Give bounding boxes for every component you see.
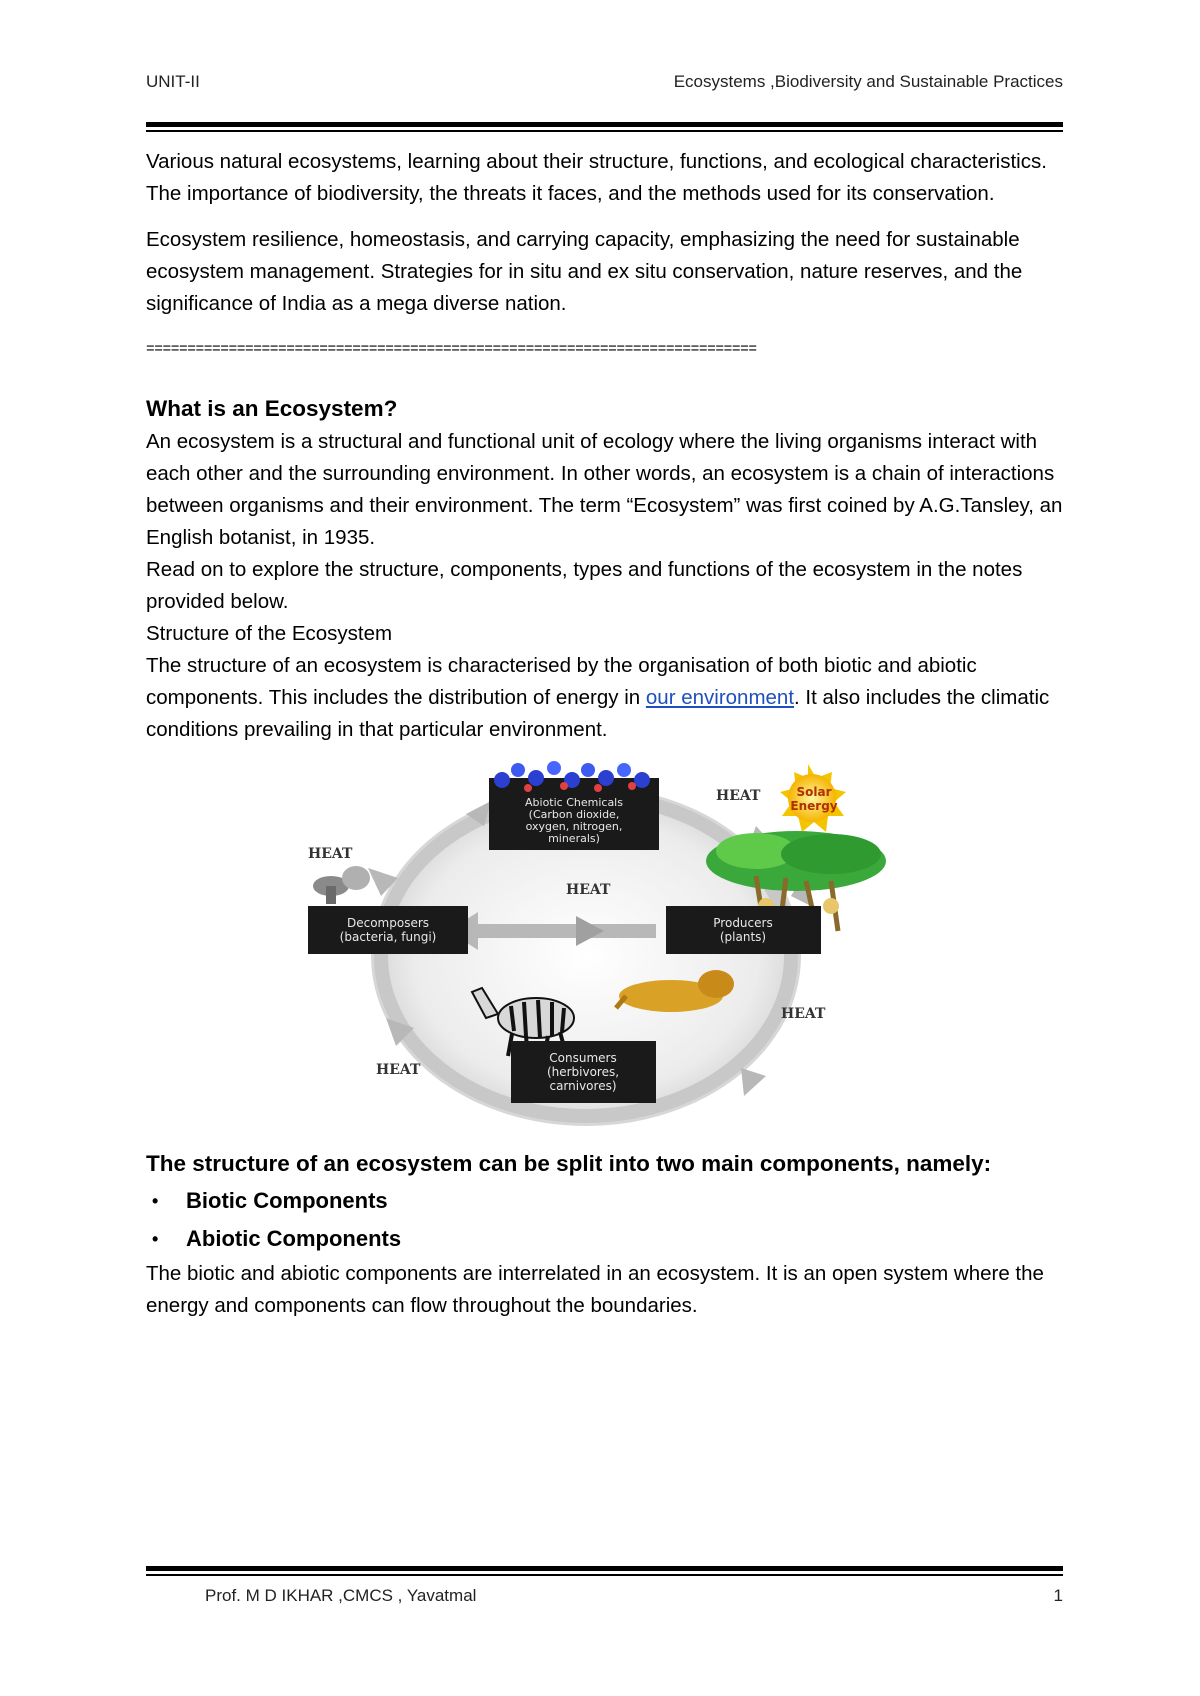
list-item-biotic: • Biotic Components — [186, 1182, 1066, 1220]
middle-arrow-shaft — [466, 924, 656, 938]
section-paragraph-1: An ecosystem is a structural and functional unit of ecology where the living organisms interact with each other and the surrounding environment. In other words, an ecosystem is a chain of interactions between organisms and their environment. The term “Ecosystem” was first coined by A.G.Tansley, an English botanist, in 1935. — [146, 430, 1063, 549]
intro-paragraph-1: Various natural ecosystems, learning about their structure, functions, and ecological characteristics. The importance of biodiversity, the threats it faces, and the methods used for its conservation. — [146, 150, 1047, 205]
ecosystem-cycle-svg — [286, 756, 906, 1134]
decomposers-label-1: Decomposers — [346, 916, 430, 930]
consumers-label-2: (herbivores, — [546, 1065, 620, 1079]
ring-arrow-bottom-right — [741, 1068, 766, 1096]
components-paragraph: The biotic and abiotic components are interrelated in an ecosystem. It is an open system where the energy and components can flow throughout the boundaries. — [146, 1262, 1044, 1317]
consumers-label-3: carnivores) — [549, 1079, 617, 1093]
solar-label-2: Energy — [790, 799, 838, 813]
paragraph-3-text-b: . It also includes the climatic conditions prevailing in that particular environment. — [146, 686, 1050, 741]
producers-label-1: Producers — [713, 916, 773, 930]
intro-paragraph-2: Ecosystem resilience, homeostasis, and carrying capacity, emphasizing the need for sustainable ecosystem management. Strategies for in situ and ex situ conservation, nature reserves, and the significance of India as a mega diverse nation. — [146, 228, 1023, 315]
abiotic-label-4: minerals) — [548, 832, 600, 845]
header-unit: UNIT-II — [146, 72, 200, 91]
fungi-icon — [313, 866, 370, 904]
section-paragraph-3 — [146, 650, 1066, 746]
footer-rule-thin — [146, 1574, 1063, 1576]
producers-label-2: (plants) — [719, 930, 767, 944]
footer-author: Prof. M D IKHAR ,CMCS , Yavatmal — [205, 1586, 477, 1605]
heat-label-left: HEAT — [308, 846, 353, 862]
main-content — [146, 146, 1066, 1322]
heat-label-bottom-left: HEAT — [376, 1062, 421, 1078]
abiotic-label-2: (Carbon dioxide, — [528, 808, 620, 821]
consumers-label-1: Consumers — [549, 1051, 617, 1065]
abiotic-label-3: oxygen, nitrogen, — [525, 820, 623, 833]
abiotic-label-1: Abiotic Chemicals — [525, 796, 623, 809]
list-item-abiotic: • Abiotic Components — [186, 1220, 1066, 1258]
decomposers-label-2: (bacteria, fungi) — [339, 930, 437, 944]
components-list — [146, 1182, 1066, 1258]
header-rule-thin — [146, 130, 1063, 132]
header-subject: Ecosystems ,Biodiversity and Sustainable Practices — [673, 72, 1063, 91]
footer-rule-thick — [146, 1566, 1063, 1571]
header-rule-thick — [146, 122, 1063, 127]
section-paragraph-2: Read on to explore the structure, components, types and functions of the ecosystem in the notes provided below. — [146, 558, 1023, 613]
our-environment-link[interactable]: our environment — [645, 686, 795, 709]
separator-line: ========================================================================== — [146, 342, 757, 358]
paragraph-3-text-a: The structure of an ecosystem is characterised by the organisation of both biotic and abiotic components. This includes the distribution of energy in — [146, 654, 977, 709]
page-number: 1 — [1053, 1586, 1063, 1605]
heat-label-center: HEAT — [566, 882, 611, 898]
heat-label-right: HEAT — [781, 1006, 826, 1022]
section-title: What is an Ecosystem? — [146, 396, 398, 421]
components-heading: The structure of an ecosystem can be split into two main components, namely: — [146, 1151, 992, 1176]
ecosystem-diagram — [286, 756, 906, 1134]
solar-label-1: Solar — [796, 785, 832, 799]
structure-subheading: Structure of the Ecosystem — [146, 622, 393, 645]
heat-label-top-right: HEAT — [716, 788, 761, 804]
